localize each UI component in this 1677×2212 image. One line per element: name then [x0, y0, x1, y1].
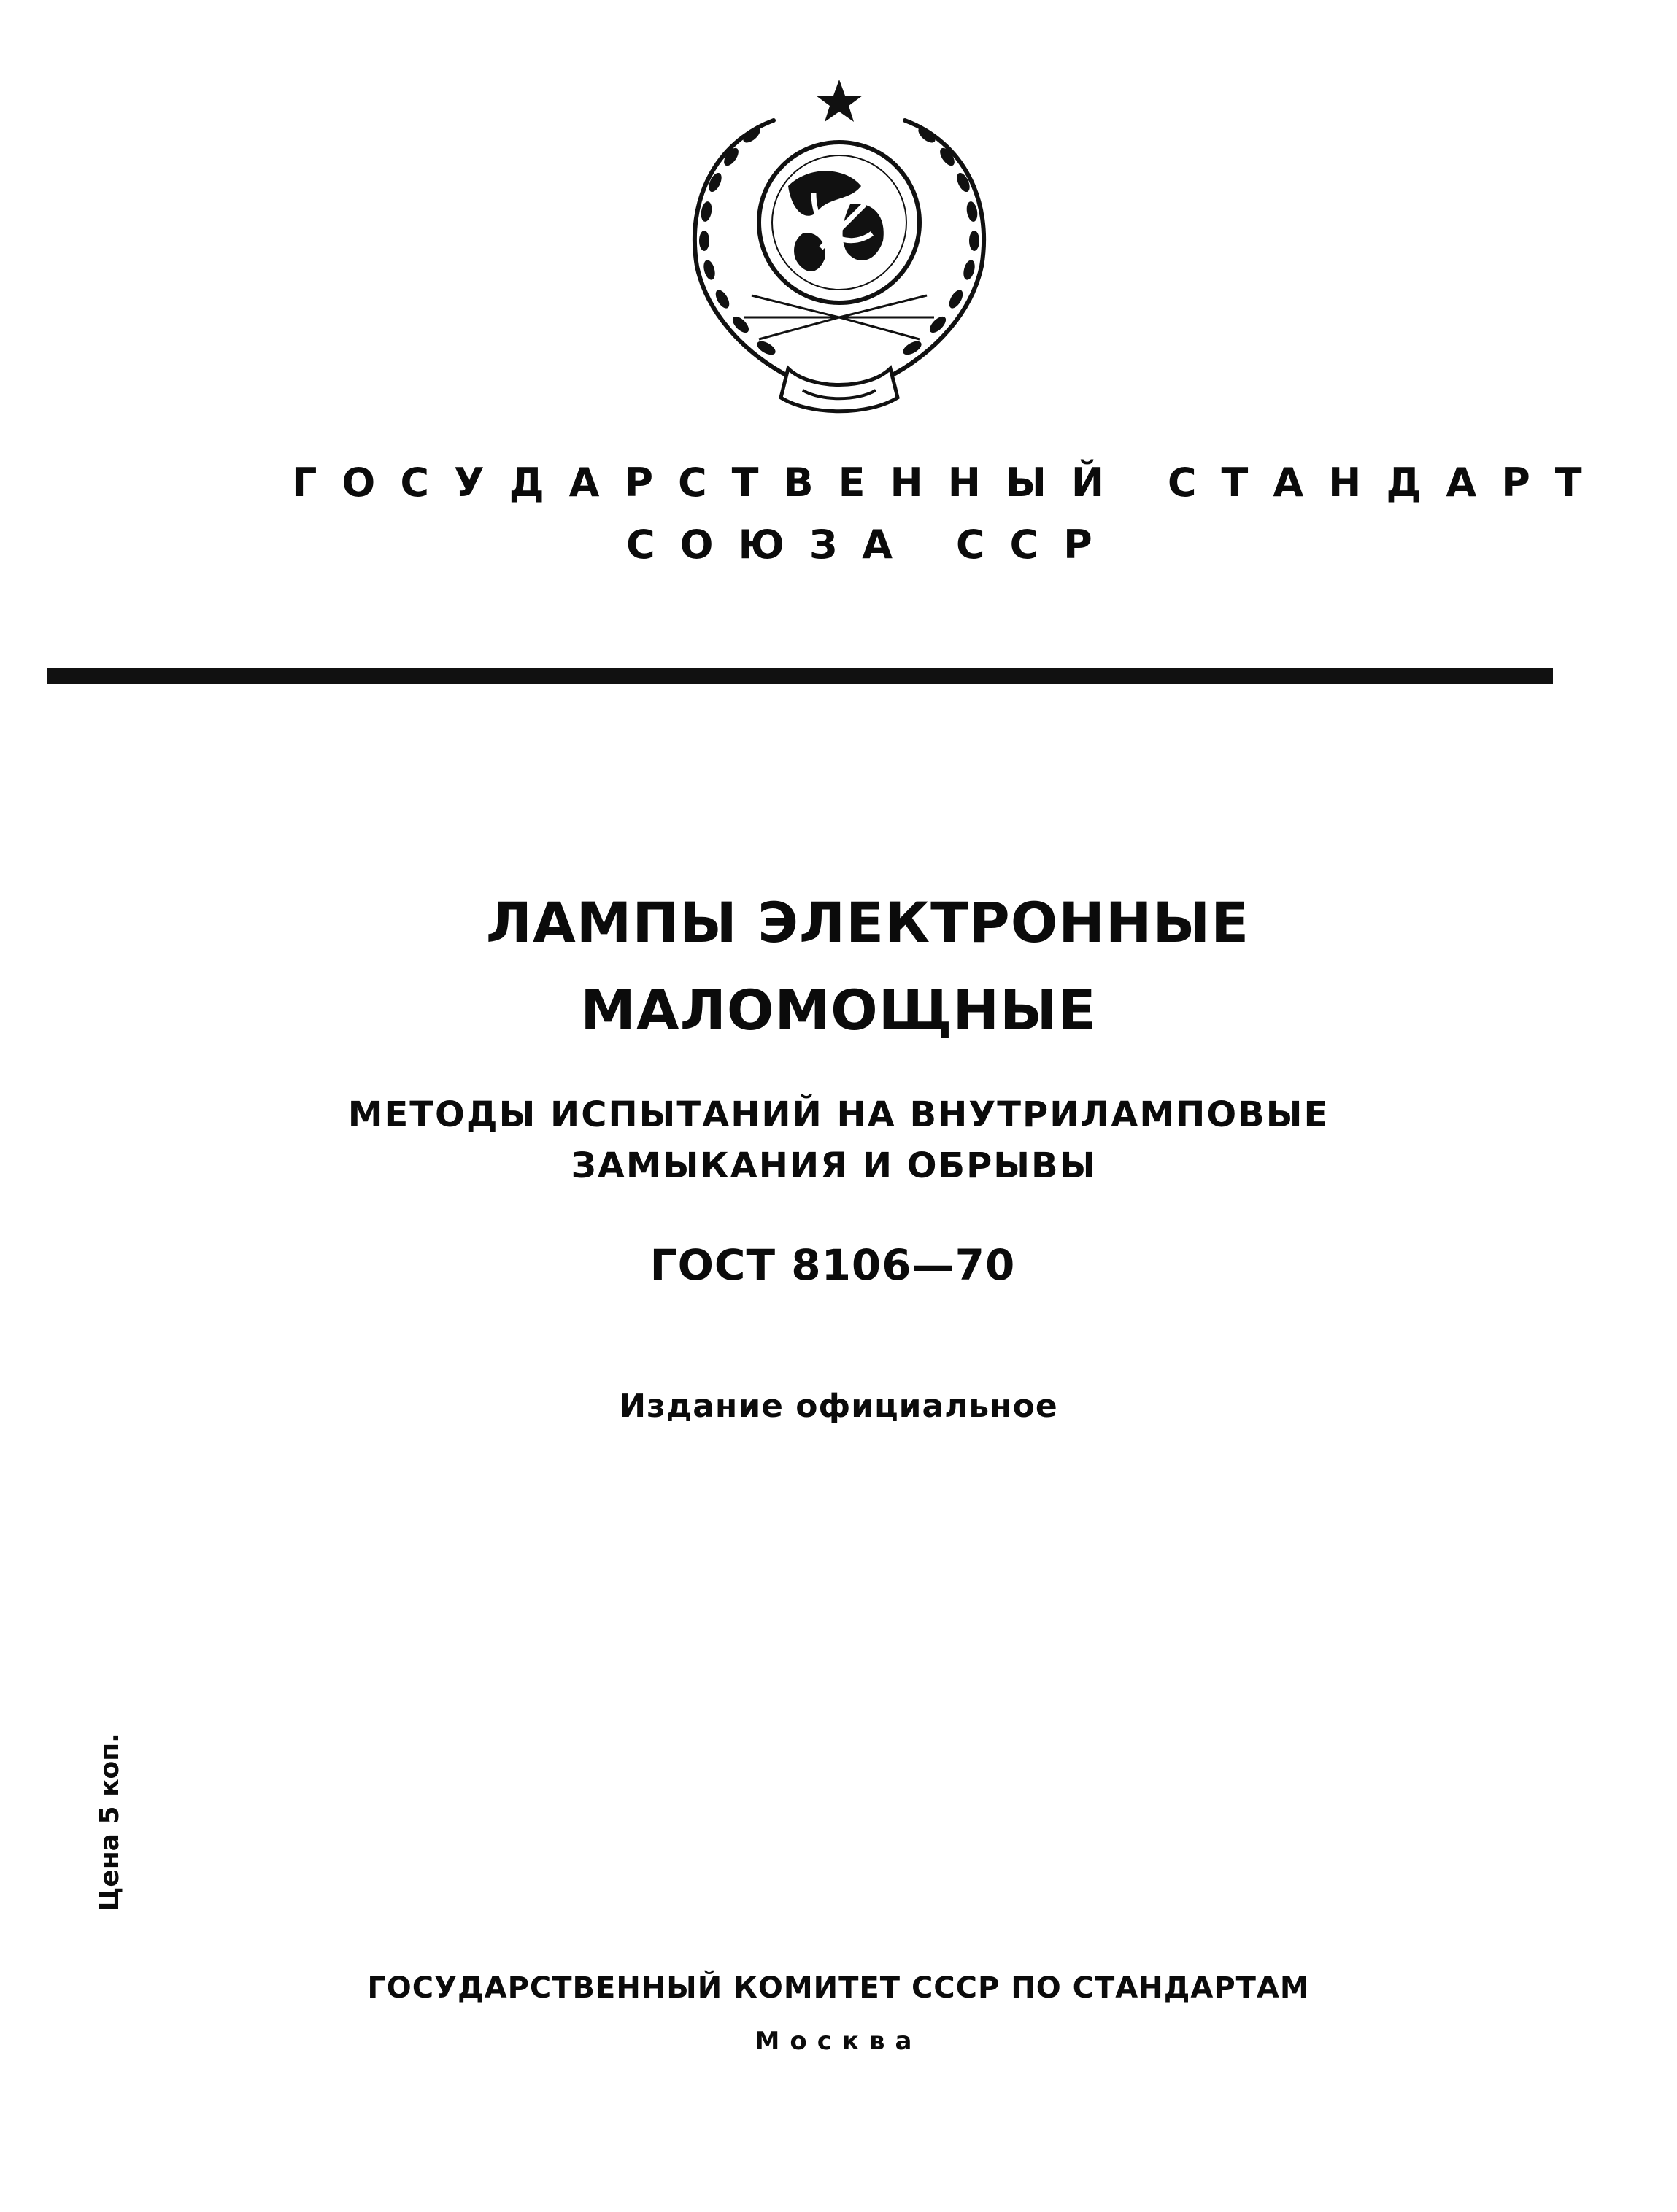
document-title-line-2: МАЛОМОЩНЫЕ	[580, 978, 1097, 1043]
header-line-1: ГОСУДАРСТВЕННЫЙ СТАНДАРТ	[292, 460, 1607, 506]
standard-number: ГОСТ 8106—70	[649, 1240, 1016, 1290]
edition-note: Издание официальное	[619, 1388, 1058, 1425]
header-divider	[47, 668, 1553, 684]
document-title-line-1: ЛАМПЫ ЭЛЕКТРОННЫЕ	[485, 890, 1250, 955]
document-subtitle-line-2: ЗАМЫКАНИЯ И ОБРЫВЫ	[571, 1145, 1098, 1186]
header-line-2: СОЮЗА ССР	[626, 522, 1117, 568]
publisher-city: Москва	[755, 2027, 922, 2056]
ussr-emblem-icon	[664, 77, 1014, 419]
price-label: Цена 5 коп.	[95, 1733, 125, 1911]
document-subtitle-line-1: МЕТОДЫ ИСПЫТАНИЙ НА ВНУТРИЛАМПОВЫЕ	[347, 1094, 1330, 1135]
publisher-committee: ГОСУДАРСТВЕННЫЙ КОМИТЕТ СССР ПО СТАНДАРТАМ	[367, 1971, 1310, 2005]
